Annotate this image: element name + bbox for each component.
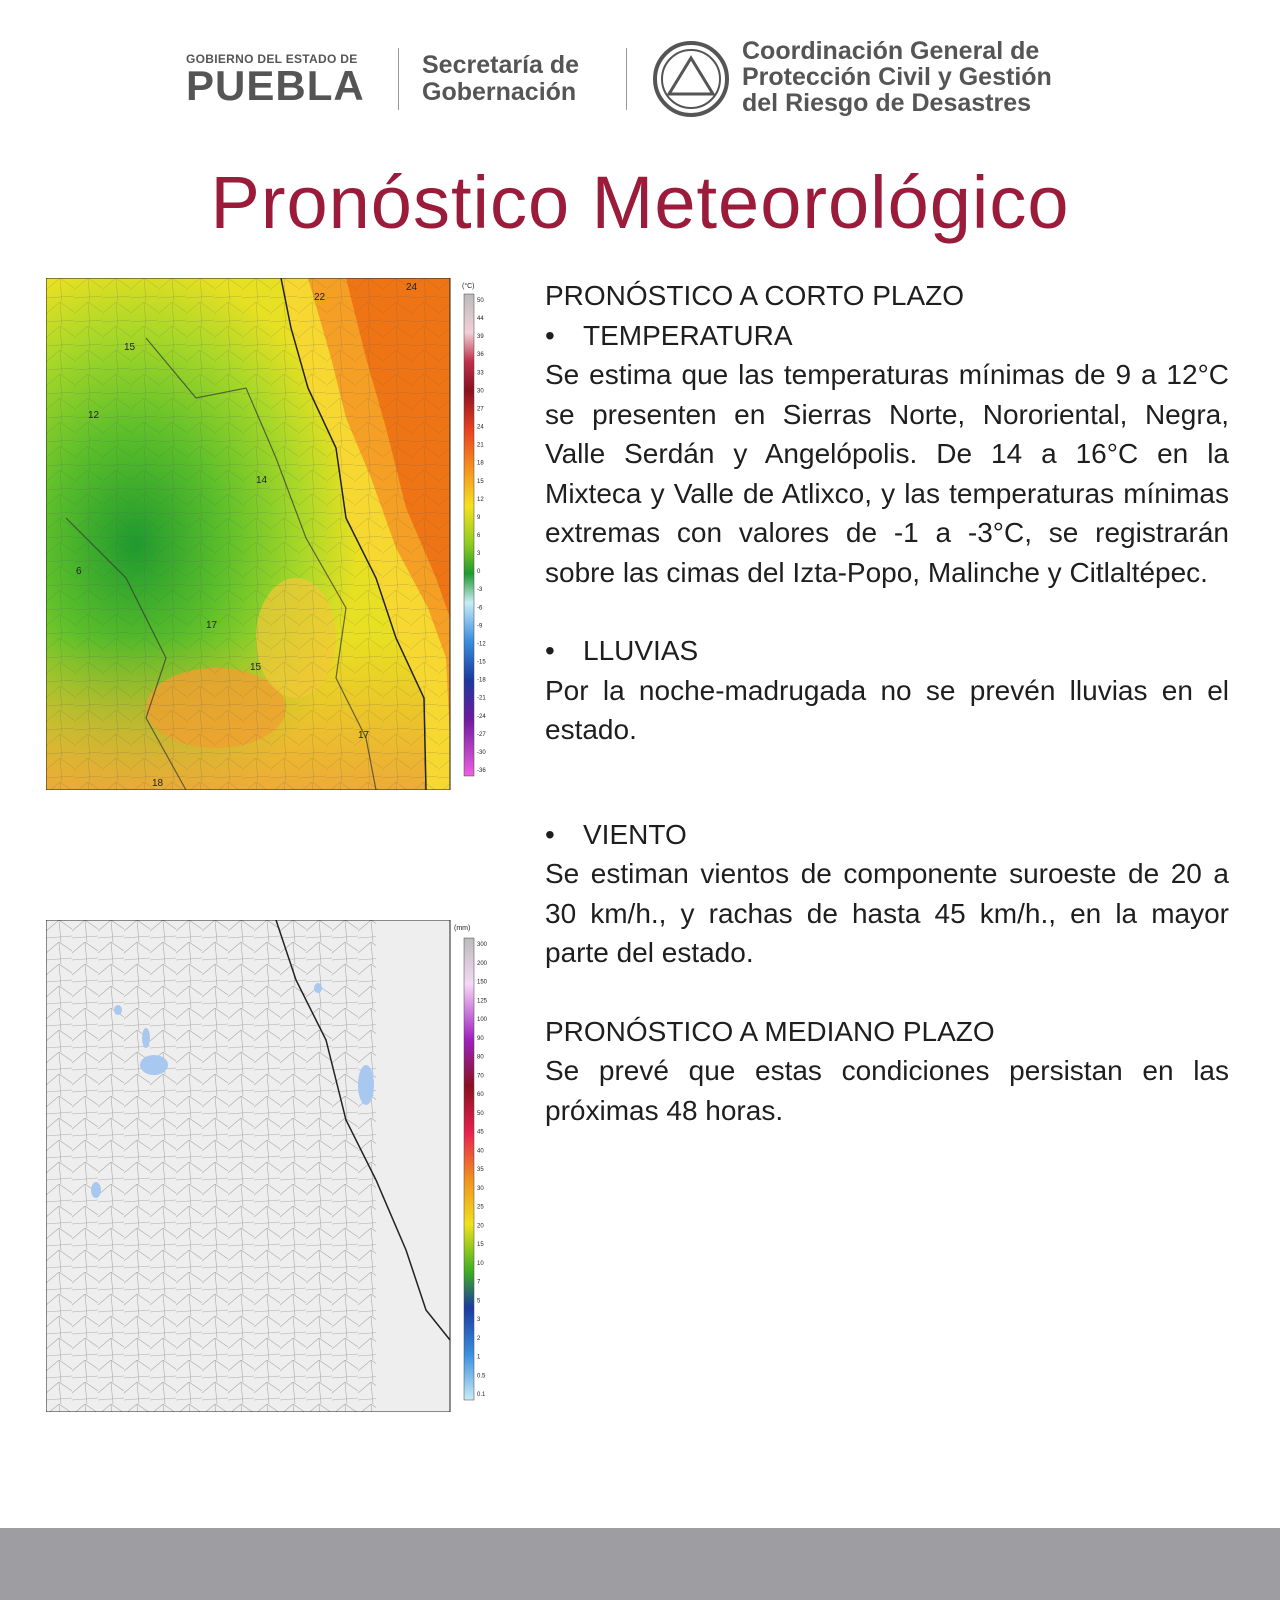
footer-bar	[0, 1528, 1280, 1600]
proteccion-civil-icon	[652, 40, 730, 118]
colorbar-tick-label: 9	[477, 514, 481, 521]
coordinacion-line-3: del Riesgo de Desastres	[742, 89, 1032, 117]
colorbar-tick-label: 3	[477, 551, 481, 558]
secretaria-line-1: Secretaría de	[422, 51, 580, 79]
colorbar-tick-label: 35	[477, 1167, 484, 1173]
puebla-logo	[186, 52, 376, 109]
temp-map-label: 17	[206, 620, 218, 631]
colorbar-tick-label: 40	[477, 1148, 484, 1155]
coordinacion-line-2: Protección Civil y Gestión	[742, 63, 1052, 91]
header	[0, 38, 1280, 118]
colorbar-tick-label: 50	[477, 298, 484, 304]
colorbar-tick-label: 44	[477, 316, 484, 323]
colorbar-tick-label: 2	[477, 1335, 481, 1342]
colorbar-tick-label: 24	[477, 424, 484, 431]
header-divider	[398, 48, 399, 110]
colorbar-tick-label: -3	[477, 587, 483, 594]
colorbar-tick-label: 12	[477, 496, 484, 503]
colorbar-tick-label: 6	[477, 533, 481, 539]
temperature-map	[46, 278, 496, 790]
colorbar-tick-label: 0.1	[477, 1392, 486, 1398]
temp-map-label: 22	[314, 292, 326, 303]
wind-bullet	[545, 815, 1229, 855]
bullet-dot: •	[545, 635, 555, 666]
colorbar-tick-label: -9	[477, 623, 483, 630]
temperature-bullet	[545, 316, 1229, 356]
colorbar-tick-label: 36	[477, 352, 484, 359]
temp-colorbar	[464, 294, 474, 776]
forecast-text	[545, 276, 1229, 1130]
colorbar-tick-label: 20	[477, 1223, 484, 1230]
temperature-map-graphic	[46, 278, 496, 790]
colorbar-tick-label: 45	[477, 1129, 484, 1136]
colorbar-tick-label: -36	[477, 768, 486, 774]
colorbar-tick-label: 200	[477, 960, 488, 967]
temp-map-label: 12	[88, 410, 100, 421]
wind-text: Se estiman vientos de componente suroeste de 20 a 30 km/h., y rachas de hasta 45 km/h., en la mayor parte del estado.	[545, 858, 1229, 968]
colorbar-tick-label: 0.5	[477, 1373, 486, 1380]
colorbar-tick-label: 3	[477, 1317, 481, 1323]
colorbar-tick-label: -18	[477, 677, 486, 684]
header-divider	[626, 48, 627, 110]
colorbar-tick-label: 70	[477, 1073, 484, 1080]
colorbar-tick-label: 15	[477, 478, 484, 485]
colorbar-tick-label: -27	[477, 731, 486, 738]
colorbar-tick-label: -24	[477, 713, 486, 720]
temp-map-label: 17	[358, 730, 370, 741]
rain-colorbar	[464, 938, 474, 1400]
mid-term-heading: PRONÓSTICO A MEDIANO PLAZO	[545, 1015, 995, 1047]
colorbar-tick-label: -12	[477, 641, 486, 648]
colorbar-tick-label: -15	[477, 659, 486, 666]
temp-unit: (°C)	[462, 283, 475, 290]
colorbar-tick-label: 7	[477, 1279, 481, 1286]
colorbar-tick-label: 1	[477, 1354, 481, 1361]
temp-map-label: 14	[256, 475, 268, 486]
short-term-heading: PRONÓSTICO A CORTO PLAZO	[545, 280, 965, 311]
colorbar-tick-label: 300	[477, 942, 488, 948]
colorbar-tick-label: 80	[477, 1054, 484, 1061]
gov-label: GOBIERNO DEL ESTADO DE	[186, 52, 358, 66]
colorbar-tick-label: 125	[477, 998, 488, 1005]
rain-bullet	[545, 631, 1229, 671]
page-title: Pronóstico Meteorológico	[210, 161, 1070, 244]
colorbar-tick-label: 90	[477, 1035, 484, 1042]
precipitation-map-graphic	[46, 920, 496, 1412]
colorbar-tick-label: 18	[477, 460, 484, 467]
rain-unit: (mm)	[454, 925, 471, 932]
colorbar-tick-label: 0	[477, 569, 481, 576]
colorbar-tick-label: -21	[477, 695, 486, 702]
colorbar-tick-label: 50	[477, 1110, 484, 1117]
colorbar-tick-label: 30	[477, 1185, 484, 1192]
colorbar-tick-label: 39	[477, 334, 484, 341]
mid-term-text: Se prevé que estas condiciones persistan en las próximas 48 horas.	[545, 1055, 1229, 1126]
secretaria-label	[422, 52, 579, 106]
colorbar-tick-label: 60	[477, 1092, 484, 1098]
temp-map-label: 6	[76, 566, 82, 577]
colorbar-tick-label: 100	[477, 1017, 488, 1023]
coordinacion-line-1: Coordinación General de	[742, 37, 1040, 65]
colorbar-tick-label: 33	[477, 370, 484, 377]
colorbar-tick-label: 25	[477, 1204, 484, 1211]
temperature-heading: TEMPERATURA	[583, 319, 793, 351]
colorbar-tick-label: 15	[477, 1242, 484, 1248]
precipitation-map	[46, 920, 496, 1412]
puebla-wordmark: PUEBLA	[186, 62, 365, 109]
colorbar-tick-label: 5	[477, 1298, 481, 1305]
bullet-dot: •	[545, 818, 555, 850]
temp-map-label: 15	[124, 342, 136, 353]
coordinacion-label	[742, 38, 1052, 116]
colorbar-tick-label: 30	[477, 388, 484, 395]
temperature-text: Se estima que las temperaturas mínimas de 9 a 12°C se presenten en Sierras Norte, Nororiental, Negra, Valle Serdán y Angelópolis. De 14 a 16°C en la Mixteca y Valle de Atlixco, y las temperaturas mínimas extremas con valores de -1 a -3°C, se registrarán sobre las cimas del Izta-Popo, Malinche y Citlaltépec.	[545, 359, 1229, 588]
colorbar-tick-label: 27	[477, 406, 484, 413]
colorbar-tick-label: 21	[477, 442, 484, 449]
wind-heading: VIENTO	[583, 818, 687, 850]
colorbar-tick-label: -30	[477, 749, 486, 756]
temp-map-label: 18	[152, 778, 164, 789]
rain-text: Por la noche-madrugada no se prevén lluvias en el estado.	[545, 674, 1229, 745]
colorbar-tick-label: 10	[477, 1260, 484, 1267]
temp-map-label: 15	[250, 662, 262, 673]
bullet-dot: •	[545, 319, 555, 351]
colorbar-tick-label: 150	[477, 979, 488, 986]
colorbar-tick-label: -6	[477, 605, 483, 612]
temp-map-label: 24	[406, 282, 418, 293]
secretaria-line-2: Gobernación	[422, 78, 577, 106]
rain-heading: LLUVIAS	[583, 635, 699, 666]
